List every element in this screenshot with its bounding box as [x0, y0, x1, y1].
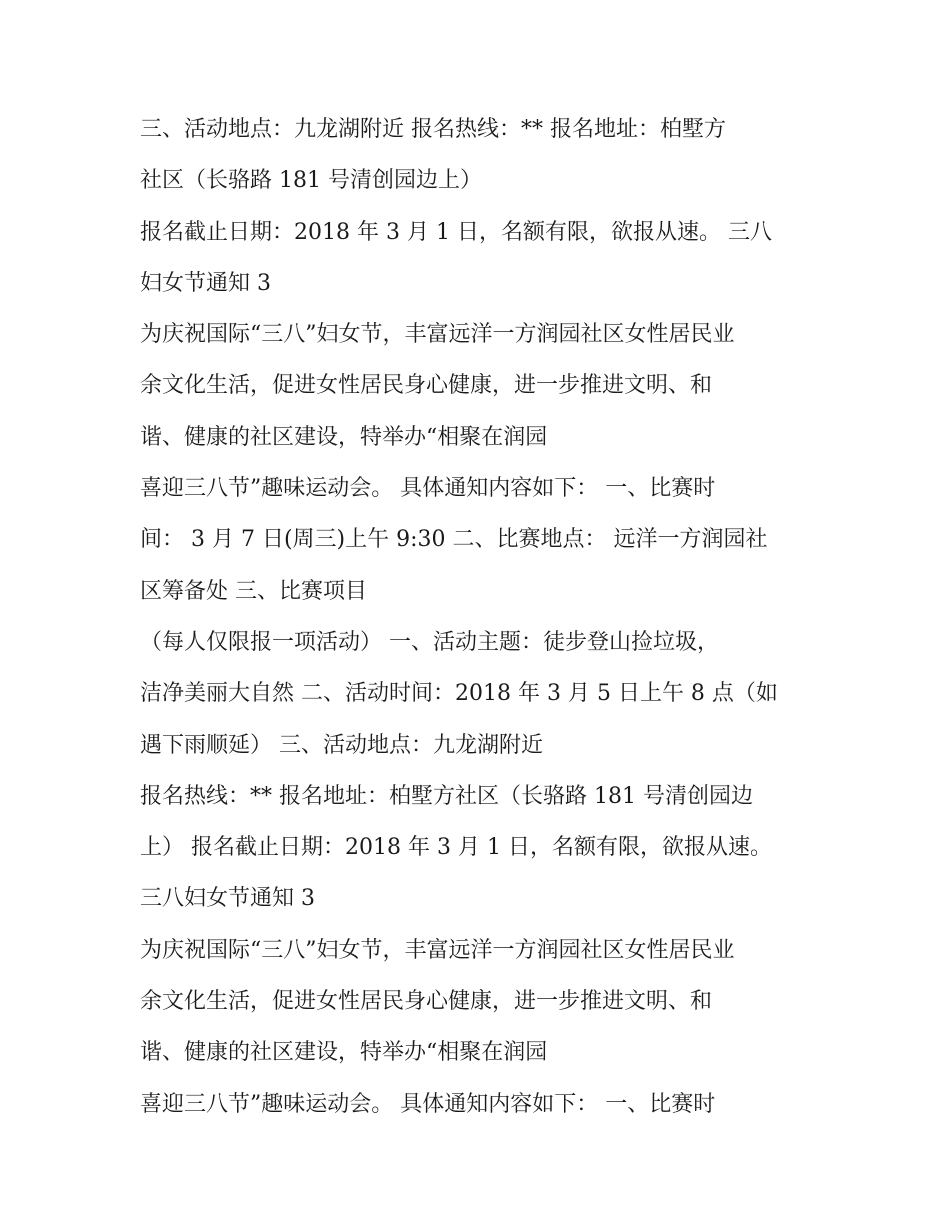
text-line: 谐、健康的社区建设，特举办“相聚在润园 — [140, 424, 548, 450]
text-line: 余文化生活，促进女性居民身心健康，进一步推进文明、和 — [140, 989, 713, 1015]
text-line: 谐、健康的社区建设，特举办“相聚在润园 — [140, 1040, 548, 1066]
text-line: 喜迎三八节”趣味运动会。 具体通知内容如下： 一、比赛时 — [140, 476, 716, 502]
text-line: 三八妇女节通知 3 — [140, 886, 315, 912]
text-line: 社区（长骆路 181 号清创园边上） — [140, 168, 482, 194]
text-line: 妇女节通知 3 — [140, 270, 271, 296]
text-line: 余文化生活，促进女性居民身心健康，进一步推进文明、和 — [140, 373, 713, 399]
document-body — [140, 104, 820, 1130]
text-line: 为庆祝国际“三八”妇女节，丰富远洋一方润园社区女性居民业 — [140, 322, 735, 348]
text-line: 洁净美丽大自然 二、活动时间：2018 年 3 月 5 日上午 8 点（如 — [140, 681, 778, 707]
text-line: 遇下雨顺延） 三、活动地点：九龙湖附近 — [140, 732, 543, 758]
text-line: 区筹备处 三、比赛项目 — [140, 578, 367, 604]
text-line: 三、活动地点：九龙湖附近 报名热线：** 报名地址：柏墅方 — [140, 117, 726, 142]
text-line: 上） 报名截止日期：2018 年 3 月 1 日，名额有限，欲报从速。 — [140, 835, 772, 861]
text-line: 报名热线：** 报名地址：柏墅方社区（长骆路 181 号清创园边 — [140, 783, 753, 809]
text-line: 报名截止日期：2018 年 3 月 1 日，名额有限，欲报从速。 三八 — [140, 219, 772, 245]
text-line: 为庆祝国际“三八”妇女节，丰富远洋一方润园社区女性居民业 — [140, 937, 735, 963]
text-line: 喜迎三八节”趣味运动会。 具体通知内容如下： 一、比赛时 — [140, 1091, 716, 1117]
text-line: （每人仅限报一项活动） 一、活动主题：徒步登山捡垃圾， — [140, 629, 719, 655]
text-line: 间： 3 月 7 日(周三)上午 9:30 二、比赛地点： 远洋一方润园社 — [140, 527, 768, 553]
